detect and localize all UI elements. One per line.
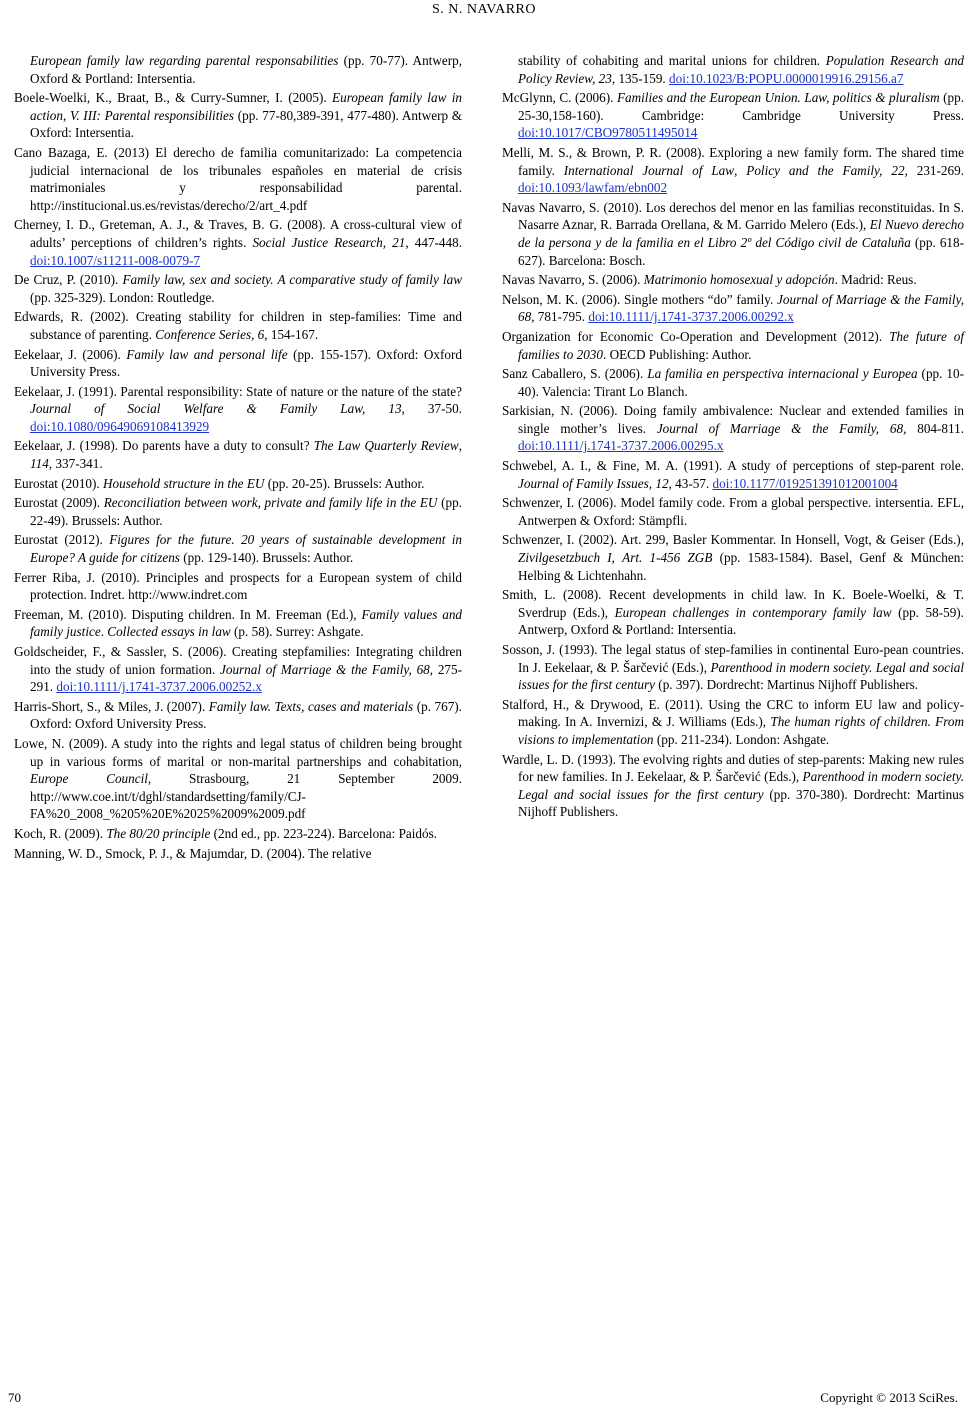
reference-text: (pp. 325-329). London: Routledge.: [30, 289, 215, 305]
reference-entry: [502, 751, 964, 821]
reference-italic-title: Journal of Family Issues, 12,: [518, 475, 672, 491]
reference-text: Koch, R. (2009).: [14, 825, 107, 841]
reference-italic-title: Reconciliation between work, private and family life in the EU: [103, 495, 438, 511]
doi-link[interactable]: doi:10.1111/j.1741-3737.2006.00292.x: [588, 309, 794, 325]
reference-text: Sarkisian, N. (2006). Doing family ambivalence: Nuclear and extended families in single mother’s lives.: [502, 403, 964, 436]
reference-italic-title: Europe Council: [30, 771, 148, 787]
reference-text: 135-159.: [615, 70, 670, 86]
reference-italic-title: Conference Series, 6,: [155, 326, 268, 342]
reference-text: .: [100, 624, 108, 640]
reference-text: Eurostat (2009).: [14, 495, 104, 511]
reference-entry: [502, 89, 964, 142]
reference-text: . Madrid: Reus.: [834, 272, 917, 288]
reference-entry: [502, 271, 964, 289]
reference-text: Cherney, I. D., Greteman, A. J., & Traves, B. G. (2008). A cross-cultural view of adults’ perceptions of children’s rights.: [14, 217, 462, 250]
reference-text: Eekelaar, J. (1991). Parental responsibility: State of nature or the nature of the state?: [14, 383, 462, 399]
reference-text: Navas Navarro, S. (2006).: [502, 272, 644, 288]
reference-italic-title: Journal of Marriage & the Family, 68,: [656, 420, 907, 436]
reference-text: 275-291.: [30, 661, 462, 695]
reference-text: (p. 397). Dordrecht: Martinus Nijhoff Publishers.: [655, 677, 919, 693]
reference-text: 804-811.: [906, 420, 964, 436]
reference-italic-title: European family law regarding parental responsabilities: [30, 53, 339, 68]
reference-entry: [502, 52, 964, 87]
reference-italic-title: The 80/20 principle: [106, 825, 211, 841]
doi-link[interactable]: doi:10.1017/CBO9780511495014: [518, 125, 698, 141]
reference-text: (pp. 155-157). Oxford: Oxford University Press.: [30, 346, 462, 380]
reference-text: Sosson, J. (1993). The legal status of step-families in continental Euro-pean countries. In J. Eekelaar, & P. Šarčević (Eds.),: [502, 642, 964, 675]
reference-entry: [14, 494, 462, 529]
reference-text: , 337-341.: [48, 456, 103, 472]
reference-italic-title: Journal of Marriage & the Family, 68,: [220, 661, 434, 677]
reference-entry: [502, 199, 964, 269]
reference-text: (pp. 370-380). Dordrecht: Martinus Nijhoff Publishers.: [518, 786, 964, 820]
reference-text: (2nd ed., pp. 223-224). Barcelona: Paidós.: [210, 825, 438, 841]
reference-text: (pp. 618-627). Barcelona: Bosch.: [518, 234, 964, 268]
reference-entry: [14, 308, 462, 343]
copyright-notice: Copyright © 2013 SciRes.: [820, 1390, 958, 1405]
reference-italic-title: The Law Quarterly Review: [313, 438, 459, 454]
doi-link[interactable]: doi:10.1023/B:POPU.0000019916.29156.a7: [669, 70, 904, 86]
reference-entry: [14, 52, 462, 87]
reference-entry: [14, 383, 462, 436]
reference-entry: [14, 437, 462, 472]
reference-italic-title: El Nuevo derecho de la persona y de la familia en el Libro 2º del Código civil de Cataluña: [518, 217, 964, 250]
reference-text: 447-448.: [408, 234, 462, 250]
reference-entry: [14, 606, 462, 641]
reference-text: ,: [62, 107, 70, 123]
reference-text: Schwebel, A. I., & Fine, M. A. (1991). A study of perceptions of step-parent role.: [502, 458, 964, 474]
reference-text: stability of cohabiting and marital unions for children.: [518, 53, 826, 68]
reference-text: Ferrer Riba, J. (2010). Principles and prospects for a European system of child protection. Indret. http://www.indret.com: [14, 569, 462, 603]
reference-italic-title: Families and the European Union. Law, politics & pluralism: [616, 90, 940, 106]
reference-text: Melli, M. S., & Brown, P. R. (2008). Exploring a new family form. The shared time family.: [502, 144, 964, 178]
reference-text: Freeman, M. (2010). Disputing children. In M. Freeman (Ed.),: [14, 606, 362, 622]
reference-text: 37-50.: [404, 401, 462, 417]
doi-link[interactable]: doi:10.1111/j.1741-3737.2006.00295.x: [518, 438, 724, 454]
reference-entry: [502, 696, 964, 749]
references-right-column: [502, 52, 964, 823]
reference-text: (pp. 129-140). Brussels: Author.: [179, 550, 354, 566]
reference-text: Smith, L. (2008). Recent developments in child law. In K. Boele-Woelki, & T. Sverdrup (Eds.),: [502, 587, 964, 620]
reference-italic-title: Figures for the future. 20 years of sustainable development in Europe? A guide for citizens: [30, 532, 463, 566]
reference-italic-title: Parenthood in modern society. Legal and social issues for the first century: [518, 659, 964, 693]
references-left-column: [14, 52, 462, 864]
reference-text: ,: [611, 550, 623, 566]
reference-italic-title: Journal of Marriage & the Family, 68,: [518, 291, 965, 325]
reference-italic-title: Family law and personal life: [126, 346, 288, 362]
reference-italic-title: Matrimonio homosexual y adopción: [643, 272, 835, 288]
reference-text: (pp. 77-80,389-391, 477-480). Antwerp & Oxford: Intersentia.: [30, 107, 463, 141]
reference-text: , Strasbourg, 21 September 2009. http://www.coe.int/t/dghl/standardsetting/family/CJ-FA%20_2008_%205%20E%2025%2009%2009.pdf: [30, 771, 462, 822]
reference-entry: [502, 291, 964, 326]
page-number: 70: [8, 1390, 21, 1405]
reference-italic-title: Family values and family justice: [30, 606, 463, 640]
reference-italic-title: La familia en perspectiva internacional y Europea: [647, 366, 918, 382]
reference-text: . OECD Publishing: Author.: [603, 346, 752, 362]
reference-text: Manning, W. D., Smock, P. J., & Majumdar, D. (2004). The relative: [14, 845, 372, 861]
running-head: S. N. NAVARRO: [431, 2, 536, 17]
reference-text: (pp. 10-40). Valencia: Tirant Lo Blanch.: [518, 366, 964, 399]
reference-text: (p. 767). Oxford: Oxford University Press.: [30, 698, 462, 732]
reference-italic-title: The future of families to 2030: [518, 328, 964, 362]
doi-link[interactable]: doi:10.1111/j.1741-3737.2006.00252.x: [56, 679, 262, 695]
reference-entry: [14, 144, 462, 214]
reference-italic-title: Parenthood in modern society. Legal and social issues for the first century: [518, 769, 964, 802]
reference-text: Eurostat (2012).: [14, 532, 110, 548]
reference-italic-title: Family law, sex and society. A comparative study of family law: [122, 272, 462, 288]
reference-text: 43-57.: [671, 475, 713, 491]
reference-text: Wardle, L. D. (1993). The evolving rights and duties of step-parents: Making new rules for new families. In J. Eekelaar, & P. Šarčević (Eds.),: [502, 751, 964, 785]
reference-italic-title: 114: [30, 456, 49, 472]
doi-link[interactable]: doi:10.1093/lawfam/ebn002: [518, 180, 668, 196]
reference-italic-title: Policy and the Family, 22,: [746, 162, 908, 178]
reference-entry: [502, 402, 964, 455]
reference-entry: [502, 365, 964, 400]
reference-text: 231-269.: [907, 162, 964, 178]
reference-entry: [14, 475, 462, 493]
reference-text: Schwenzer, I. (2006). Model family code. From a global perspective. intersentia. EFL, Antwerpen & Oxford: Stämpfli.: [502, 495, 964, 528]
reference-text: ,: [458, 438, 462, 454]
reference-italic-title: Household structure in the EU: [103, 475, 265, 491]
reference-italic-title: Social Justice Research, 21,: [252, 234, 409, 250]
reference-italic-title: The human rights of children. From visions to implementation: [518, 714, 964, 747]
reference-text: Harris-Short, S., & Miles, J. (2007).: [14, 698, 209, 714]
reference-text: Boele-Woelki, K., Braat, B., & Curry-Sumner, I. (2005).: [14, 90, 333, 106]
reference-text: Eekelaar, J. (2006).: [14, 346, 127, 362]
reference-entry: [502, 586, 964, 639]
reference-entry: [14, 569, 462, 604]
reference-text: 154-167.: [267, 326, 319, 342]
reference-entry: [502, 457, 964, 492]
reference-text: (pp. 58-59). Antwerp, Oxford & Portland: Intersentia.: [518, 604, 964, 638]
reference-text: Edwards, R. (2002). Creating stability for children in step-families: Time and substance of parenting.: [14, 309, 462, 342]
reference-text: (p. 58). Surrey: Ashgate.: [230, 624, 364, 640]
reference-text: Stalford, H., & Drywood, E. (2011). Using the CRC to inform EU law and policy-making. In A. Invernizi, & J. Williams (Eds.),: [502, 696, 964, 730]
reference-text: Navas Navarro, S. (2010). Los derechos del menor en las familias reconstituidas. In S. Nasarre Aznar, R. Barrada Orellana, & M. Garrido Melero (Eds.),: [502, 199, 964, 233]
reference-italic-title: V. III: Parental responsibilities: [69, 107, 235, 123]
reference-text: Lowe, N. (2009). A study into the rights and legal status of children being brought up in various forms of marital or non-marital partnerships and cohabitation,: [14, 735, 462, 769]
reference-text: (pp. 22-49). Brussels: Author.: [30, 495, 462, 528]
reference-entry: [502, 328, 964, 363]
reference-entry: [14, 89, 462, 142]
reference-text: Goldscheider, F., & Sassler, S. (2006). Creating stepfamilies: Integrating children into the study of union formation.: [14, 644, 462, 677]
reference-text: (pp. 20-25). Brussels: Author.: [264, 475, 425, 491]
reference-text: Sanz Caballero, S. (2006).: [502, 366, 648, 382]
reference-entry: [14, 531, 462, 566]
reference-text: Organization for Economic Co-Operation and Development (2012).: [502, 328, 890, 344]
reference-entry: [14, 643, 462, 696]
reference-entry: [14, 346, 462, 381]
reference-text: (pp. 1583-1584). Basel, Genf & München: Helbing & Lichtenhahn.: [518, 550, 964, 583]
reference-entry: [502, 144, 964, 197]
reference-italic-title: European challenges in contemporary family law: [614, 604, 892, 620]
reference-entry: [14, 216, 462, 269]
reference-text: 781-795.: [534, 309, 589, 325]
reference-entry: [502, 531, 964, 584]
reference-italic-title: Collected essays in law: [107, 624, 231, 640]
doi-link[interactable]: doi:10.1080/09649069108413929: [30, 418, 210, 434]
reference-italic-title: Population Research and Policy Review, 23,: [518, 53, 965, 86]
reference-text: Cano Bazaga, E. (2013) El derecho de familia comunitarizado: La competencia judicial internacional de los tribunales españoles en material de crisis matrimoniales y responsabilidad parental. http://institucional.us.es/revistas/derecho/2/art_4.pdf: [14, 144, 462, 213]
reference-entry: [14, 825, 462, 843]
reference-entry: [14, 698, 462, 733]
reference-entry: [502, 641, 964, 694]
reference-italic-title: European family law in action: [30, 90, 463, 123]
reference-italic-title: Family law. Texts, cases and materials: [208, 698, 414, 714]
reference-text: (pp. 25-30,158-160). Cambridge: Cambridge University Press.: [518, 90, 964, 123]
reference-text: ,: [734, 162, 747, 178]
reference-italic-title: Zivilgesetzbuch I: [518, 550, 612, 566]
reference-italic-title: Journal of Social Welfare & Family Law, 13,: [30, 401, 405, 417]
reference-text: Schwenzer, I. (2002). Art. 299, Basler Kommentar. In Honsell, Vogt, & Geiser (Eds.),: [502, 532, 964, 548]
reference-text: Eekelaar, J. (1998). Do parents have a duty to consult?: [14, 438, 314, 454]
reference-text: De Cruz, P. (2010).: [14, 272, 123, 288]
reference-text: Nelson, M. K. (2006). Single mothers “do” family.: [502, 291, 778, 307]
reference-entry: [502, 494, 964, 529]
reference-text: (pp. 70-77). Antwerp, Oxford & Portland: Intersentia.: [30, 53, 462, 86]
reference-text: McGlynn, C. (2006).: [502, 90, 617, 106]
doi-link[interactable]: doi:10.1007/s11211-008-0079-7: [30, 252, 201, 268]
reference-text: (pp. 211-234). London: Ashgate.: [653, 731, 830, 747]
reference-text: Eurostat (2010).: [14, 475, 103, 491]
reference-entry: [14, 271, 462, 306]
reference-italic-title: International Journal of Law: [563, 162, 735, 178]
reference-entry: [14, 735, 462, 823]
reference-entry: [14, 845, 462, 863]
reference-italic-title: Art. 1-456 ZGB: [622, 550, 713, 566]
doi-link[interactable]: doi:10.1177/019251391012001004: [712, 475, 898, 491]
